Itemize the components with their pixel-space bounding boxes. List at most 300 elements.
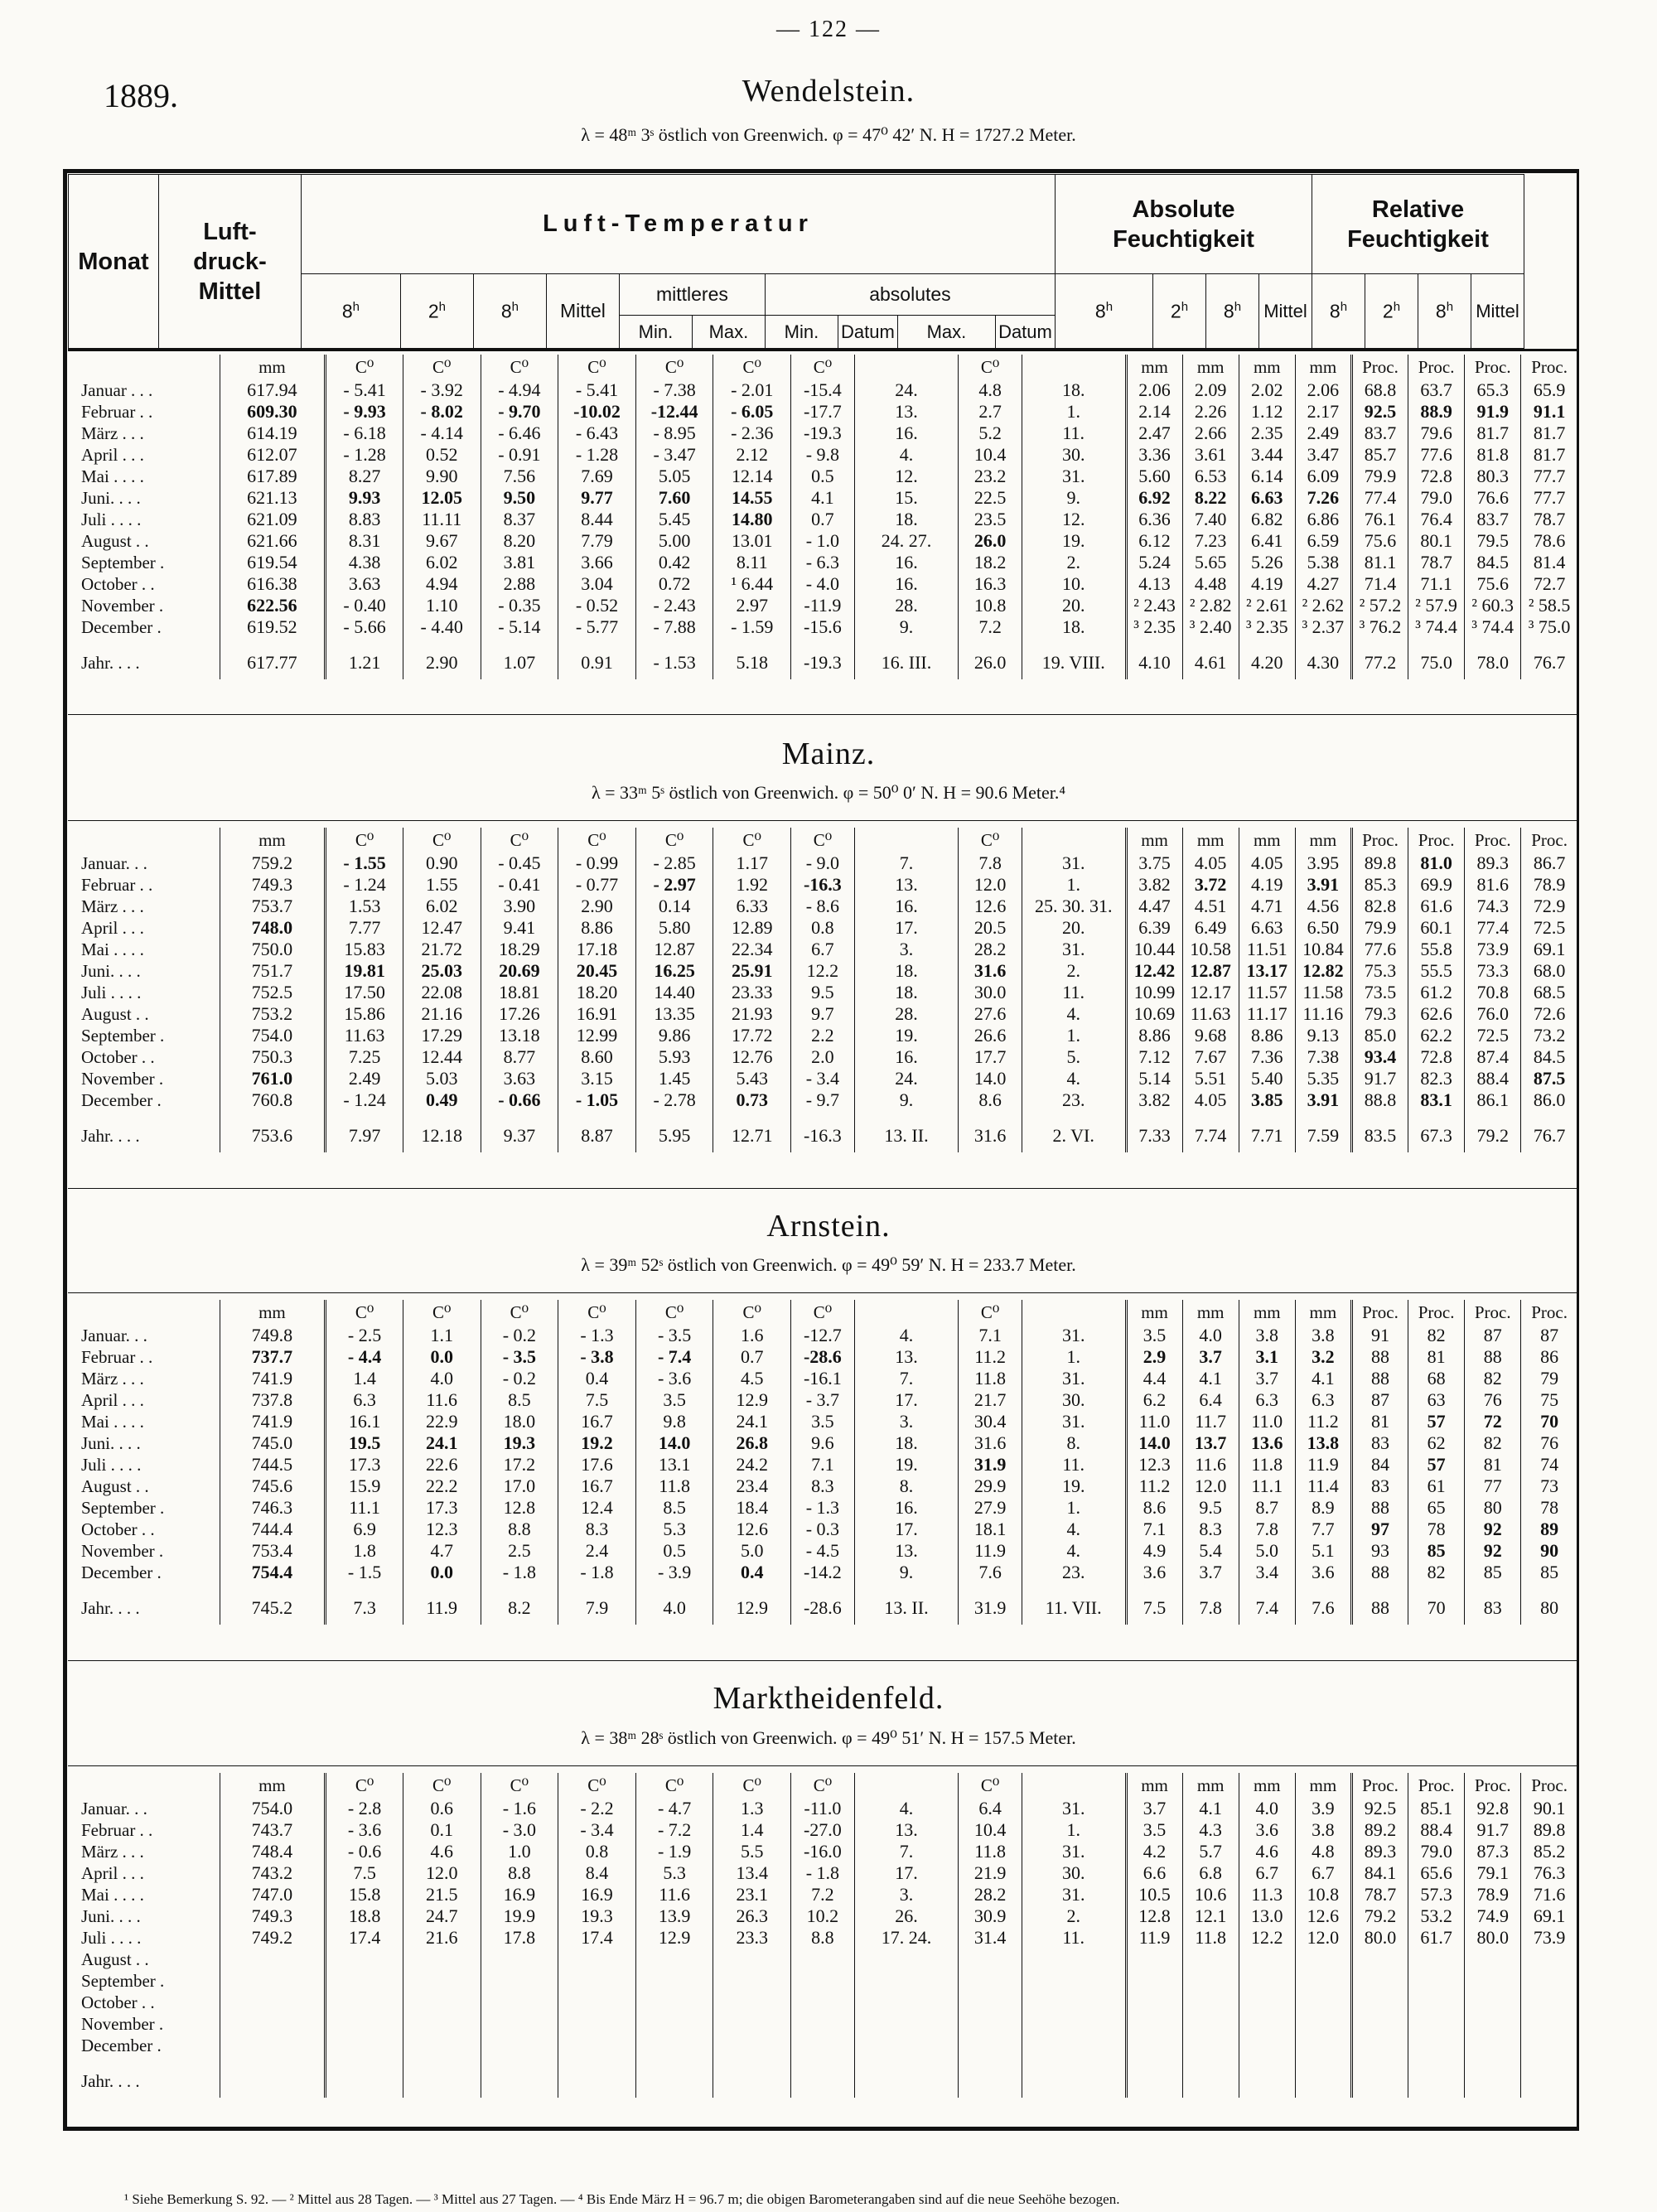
cell: -11.0	[791, 1798, 855, 1819]
cell	[326, 1992, 403, 2013]
cell	[1239, 1970, 1295, 1992]
cell: ³ 76.2	[1351, 616, 1408, 638]
table-row	[68, 2035, 1577, 2056]
table-row	[68, 423, 1577, 444]
station-title-marktheidenfeld: Marktheidenfeld.	[713, 1681, 944, 1716]
cell: 3.36	[1126, 444, 1182, 466]
cell: 13.01	[713, 530, 791, 552]
cell: 12.76	[713, 1046, 791, 1068]
cell	[1022, 1949, 1126, 1970]
cell: - 5.41	[558, 379, 636, 401]
cell	[1295, 2035, 1351, 2056]
cell: 18.0	[481, 1411, 558, 1432]
cell	[1126, 1970, 1182, 1992]
section-rule-6	[68, 1765, 1577, 1766]
cell: 83	[1465, 1583, 1521, 1625]
cell: 88	[1351, 1368, 1408, 1389]
cell: 17.	[854, 1519, 959, 1540]
cell: - 1.53	[635, 638, 713, 679]
cell: 2.35	[1239, 423, 1295, 444]
cell: 7.8	[959, 852, 1022, 874]
cell: - 1.05	[558, 1089, 636, 1111]
cell	[220, 2056, 326, 2098]
cell: 13.7	[1182, 1432, 1239, 1454]
cell: 16.7	[558, 1411, 636, 1432]
cell: 10.99	[1126, 982, 1182, 1003]
unit-label: mm	[1126, 1300, 1182, 1325]
cell: 62.2	[1408, 1025, 1465, 1046]
cell: 81.6	[1465, 874, 1521, 896]
cell: 6.4	[959, 1798, 1022, 1819]
cell: -15.4	[791, 379, 855, 401]
cell: 68.0	[1521, 960, 1577, 982]
cell: 16.9	[481, 1884, 558, 1905]
cell	[713, 1949, 791, 1970]
cell: 2.	[1022, 552, 1126, 573]
cell: 69.9	[1408, 874, 1465, 896]
row-label: December .	[81, 1562, 162, 1582]
cell: 5.80	[635, 917, 713, 939]
cell: 12.3	[1126, 1454, 1182, 1475]
cell: 4.51	[1182, 896, 1239, 917]
cell: 61	[1408, 1475, 1465, 1497]
cell: 63.7	[1408, 379, 1465, 401]
cell: 741.9	[220, 1368, 326, 1389]
cell: 78.7	[1351, 1884, 1408, 1905]
cell: -16.3	[791, 1111, 855, 1152]
cell	[1126, 2035, 1182, 2056]
cell: 68.8	[1351, 379, 1408, 401]
cell: 72.5	[1521, 917, 1577, 939]
cell: 88.8	[1351, 1089, 1408, 1111]
cell: 2.66	[1182, 423, 1239, 444]
cell	[1351, 2035, 1408, 2056]
cell: 4.8	[959, 379, 1022, 401]
cell: 6.36	[1126, 509, 1182, 530]
cell: 4.	[854, 444, 959, 466]
cell: 1.4	[326, 1368, 403, 1389]
cell: 11.9	[1295, 1454, 1351, 1475]
cell: 621.66	[220, 530, 326, 552]
cell: 13.17	[1239, 960, 1295, 982]
cell: 6.09	[1295, 466, 1351, 487]
cell: 3.5	[635, 1389, 713, 1411]
cell: 85	[1465, 1562, 1521, 1583]
cell: 1.53	[326, 896, 403, 917]
cell: 0.1	[403, 1819, 481, 1841]
cell: 11.9	[959, 1540, 1022, 1562]
row-label: August . .	[81, 1476, 149, 1496]
cell: 85.1	[1408, 1798, 1465, 1819]
cell: ² 57.2	[1351, 595, 1408, 616]
row-label: Mai . . . .	[81, 939, 144, 959]
cell: 2.0	[791, 1046, 855, 1068]
cell: - 4.40	[403, 616, 481, 638]
cell: 19.	[1022, 530, 1126, 552]
cell: - 2.43	[635, 595, 713, 616]
cell: 616.38	[220, 573, 326, 595]
cell: 14.0	[635, 1432, 713, 1454]
cell: 81.7	[1465, 423, 1521, 444]
cell: 31.	[1022, 1798, 1126, 1819]
cell	[1295, 2013, 1351, 2035]
table-row	[68, 1454, 1577, 1475]
unit-label: Proc.	[1465, 1300, 1521, 1325]
cell: - 2.2	[558, 1798, 636, 1819]
cell: 12.87	[635, 939, 713, 960]
cell: 69.1	[1521, 939, 1577, 960]
cell: 92.8	[1465, 1798, 1521, 1819]
cell: 16.3	[959, 573, 1022, 595]
cell	[1126, 1949, 1182, 1970]
row-label: November .	[81, 1069, 164, 1089]
cell: - 3.4	[558, 1819, 636, 1841]
table-row	[68, 1325, 1577, 1346]
cell: 78	[1521, 1497, 1577, 1519]
header-relative-feuchtigkeit: Relative Feuchtigkeit	[1312, 175, 1524, 274]
unit-label: Proc.	[1521, 355, 1577, 379]
cell: 4.05	[1239, 852, 1295, 874]
cell: - 4.5	[791, 1540, 855, 1562]
cell: 80	[1465, 1497, 1521, 1519]
cell: ² 2.61	[1239, 595, 1295, 616]
cell: ³ 2.37	[1295, 616, 1351, 638]
cell: 93.4	[1351, 1046, 1408, 1068]
row-label: December .	[81, 2036, 162, 2055]
unit-label	[854, 355, 959, 379]
cell: 9.13	[1295, 1025, 1351, 1046]
cell: 7.2	[959, 616, 1022, 638]
cell: 88	[1351, 1562, 1408, 1583]
cell: 74	[1521, 1454, 1577, 1475]
cell: 93	[1351, 1540, 1408, 1562]
cell: 81	[1351, 1411, 1408, 1432]
cell: 87	[1351, 1389, 1408, 1411]
cell: - 4.7	[635, 1798, 713, 1819]
cell: 21.6	[403, 1927, 481, 1949]
row-label: März . . .	[81, 1842, 144, 1862]
cell: 24.2	[713, 1454, 791, 1475]
cell: 3.2	[1295, 1346, 1351, 1368]
cell: 20.69	[481, 960, 558, 982]
cell: 1.07	[481, 638, 558, 679]
cell: 71.6	[1521, 1884, 1577, 1905]
cell: - 3.0	[481, 1819, 558, 1841]
cell: 6.8	[1182, 1862, 1239, 1884]
cell: 86.0	[1521, 1089, 1577, 1111]
cell: 23.4	[713, 1475, 791, 1497]
cell: 7.5	[558, 1389, 636, 1411]
cell: 80.0	[1351, 1927, 1408, 1949]
cell: 72.8	[1408, 466, 1465, 487]
cell: 79.0	[1408, 487, 1465, 509]
cell	[854, 2013, 959, 2035]
cell: 3.82	[1126, 874, 1182, 896]
cell: 20.	[1022, 917, 1126, 939]
cell: 24.1	[713, 1411, 791, 1432]
cell: 6.50	[1295, 917, 1351, 939]
unit-label: Proc.	[1408, 828, 1465, 852]
unit-label: Proc.	[1351, 355, 1408, 379]
cell: 79.2	[1351, 1905, 1408, 1927]
cell: 4.7	[403, 1540, 481, 1562]
cell: 68	[1408, 1368, 1465, 1389]
cell: 3.6	[1295, 1562, 1351, 1583]
cell: - 5.77	[558, 616, 636, 638]
unit-label: C⁰	[403, 1300, 481, 1325]
table-row	[68, 852, 1577, 874]
cell: 743.2	[220, 1862, 326, 1884]
cell	[1521, 2056, 1577, 2098]
cell: 10.44	[1126, 939, 1182, 960]
cell: 18.1	[959, 1519, 1022, 1540]
cell: 2.49	[1295, 423, 1351, 444]
cell: 17.3	[403, 1497, 481, 1519]
cell: 4.10	[1126, 638, 1182, 679]
cell: 87.5	[1521, 1068, 1577, 1089]
cell	[326, 2035, 403, 2056]
cell: 3.61	[1182, 444, 1239, 466]
cell: 84.5	[1465, 552, 1521, 573]
table-row	[68, 573, 1577, 595]
cell: 8.37	[481, 509, 558, 530]
cell: 24.7	[403, 1905, 481, 1927]
cell: 31.4	[959, 1927, 1022, 1949]
cell: 18.	[854, 960, 959, 982]
row-label: November .	[81, 1541, 164, 1561]
cell: 17.3	[326, 1454, 403, 1475]
cell: 1.	[1022, 1819, 1126, 1841]
cell: 28.	[854, 595, 959, 616]
unit-label: mm	[220, 1300, 326, 1325]
cell: 83.1	[1408, 1089, 1465, 1111]
cell: - 0.66	[481, 1089, 558, 1111]
cell: 4.	[1022, 1068, 1126, 1089]
cell: 23.33	[713, 982, 791, 1003]
cell: - 3.8	[558, 1346, 636, 1368]
cell: 92	[1465, 1519, 1521, 1540]
cell: 20.	[1022, 595, 1126, 616]
cell: 749.2	[220, 1927, 326, 1949]
cell: 57	[1408, 1411, 1465, 1432]
cell: 6.41	[1239, 530, 1295, 552]
cell	[1022, 2056, 1126, 2098]
cell: 6.3	[1239, 1389, 1295, 1411]
cell: 10.6	[1182, 1884, 1239, 1905]
unit-label: C⁰	[713, 1300, 791, 1325]
cell: 7.7	[1295, 1519, 1351, 1540]
cell: 28.2	[959, 1884, 1022, 1905]
cell: 28.2	[959, 939, 1022, 960]
cell: 11.17	[1239, 1003, 1295, 1025]
cell: 62.6	[1408, 1003, 1465, 1025]
cell: 88	[1351, 1497, 1408, 1519]
cell: 3.47	[1295, 444, 1351, 466]
cell: 4.1	[791, 487, 855, 509]
cell: 7.1	[791, 1454, 855, 1475]
cell: - 2.97	[635, 874, 713, 896]
unit-label: Proc.	[1408, 1300, 1465, 1325]
cell	[220, 1949, 326, 1970]
cell: 80.0	[1465, 1927, 1521, 1949]
cell: 18.81	[481, 982, 558, 1003]
cell: 7.60	[635, 487, 713, 509]
cell: 17.18	[558, 939, 636, 960]
cell: 17.7	[959, 1046, 1022, 1068]
cell: 26.8	[713, 1432, 791, 1454]
unit-label: C⁰	[959, 1300, 1022, 1325]
cell: - 6.43	[558, 423, 636, 444]
cell: 8.77	[481, 1046, 558, 1068]
cell	[558, 1949, 636, 1970]
cell: 81	[1465, 1454, 1521, 1475]
unit-label: C⁰	[481, 1773, 558, 1798]
cell: 0.0	[403, 1562, 481, 1583]
cell: 612.07	[220, 444, 326, 466]
cell: 9.68	[1182, 1025, 1239, 1046]
cell: 6.86	[1295, 509, 1351, 530]
row-label: April . . .	[81, 918, 144, 938]
cell: 90	[1521, 1540, 1577, 1562]
cell: 6.59	[1295, 530, 1351, 552]
cell: 4.	[1022, 1003, 1126, 1025]
unit-label: C⁰	[558, 355, 636, 379]
cell: - 6.3	[791, 552, 855, 573]
cell: 67.3	[1408, 1111, 1465, 1152]
table-row	[68, 1992, 1577, 2013]
cell: 81.1	[1351, 552, 1408, 573]
cell: 79.3	[1351, 1003, 1408, 1025]
cell: 744.4	[220, 1519, 326, 1540]
cell: 61.2	[1408, 982, 1465, 1003]
cell: 741.9	[220, 1411, 326, 1432]
cell: 7.	[854, 1841, 959, 1862]
cell	[1465, 1949, 1521, 1970]
units-spacer	[68, 1300, 220, 1325]
unit-label: mm	[1182, 1773, 1239, 1798]
cell: ² 2.62	[1295, 595, 1351, 616]
cell: 81.0	[1408, 852, 1465, 874]
header-luft-temperatur: Luft-Temperatur	[301, 175, 1055, 274]
cell: - 4.14	[403, 423, 481, 444]
cell	[1408, 1970, 1465, 1992]
cell: 70	[1521, 1411, 1577, 1432]
cell: 9.67	[403, 530, 481, 552]
cell: 30.0	[959, 982, 1022, 1003]
cell: 77.7	[1521, 487, 1577, 509]
table-row	[68, 1905, 1577, 1927]
row-label: Juni. . . .	[81, 961, 141, 981]
cell	[1126, 2013, 1182, 2035]
cell: 3.95	[1295, 852, 1351, 874]
cell: 617.77	[220, 638, 326, 679]
header-monat: Monat	[69, 175, 159, 349]
table-row	[68, 960, 1577, 982]
cell: 4.27	[1295, 573, 1351, 595]
cell: - 1.0	[791, 530, 855, 552]
cell: 16.7	[558, 1475, 636, 1497]
cell: 81.7	[1521, 444, 1577, 466]
cell	[220, 2013, 326, 2035]
cell: 1.17	[713, 852, 791, 874]
cell	[1408, 1992, 1465, 2013]
cell	[1022, 1970, 1126, 1992]
header-temp-8h-evening: 8$^h$	[473, 274, 546, 349]
cell: 26.0	[959, 530, 1022, 552]
cell: -10.02	[558, 401, 636, 423]
cell: 4.	[854, 1325, 959, 1346]
cell: 8.11	[713, 552, 791, 573]
cell: 9.41	[481, 917, 558, 939]
cell: -16.0	[791, 1841, 855, 1862]
cell: 75.3	[1351, 960, 1408, 982]
cell: 89.8	[1521, 1819, 1577, 1841]
cell	[854, 2035, 959, 2056]
cell: 5.05	[635, 466, 713, 487]
station-title-wendelstein: Wendelstein.	[742, 74, 915, 109]
cell: 83	[1351, 1475, 1408, 1497]
cell: 97	[1351, 1519, 1408, 1540]
cell: - 1.3	[791, 1497, 855, 1519]
cell: 11.2	[959, 1346, 1022, 1368]
cell: - 2.78	[635, 1089, 713, 1111]
cell: 76.4	[1408, 509, 1465, 530]
cell: 744.5	[220, 1454, 326, 1475]
cell: 4.13	[1126, 573, 1182, 595]
cell	[326, 1949, 403, 1970]
cell: - 2.85	[635, 852, 713, 874]
cell: 1.92	[713, 874, 791, 896]
cell: 2.90	[558, 896, 636, 917]
row-label: November .	[81, 596, 164, 616]
cell: 5.0	[1239, 1540, 1295, 1562]
table-row	[68, 1475, 1577, 1497]
cell: 5.0	[713, 1540, 791, 1562]
cell: 57	[1408, 1454, 1465, 1475]
cell: 8.4	[558, 1862, 636, 1884]
cell: 72.6	[1521, 1003, 1577, 1025]
cell: 74.9	[1465, 1905, 1521, 1927]
unit-label: mm	[1239, 1773, 1295, 1798]
cell: 27.9	[959, 1497, 1022, 1519]
cell: 9.37	[481, 1111, 558, 1152]
cell: 30.	[1022, 1389, 1126, 1411]
unit-label: mm	[1239, 828, 1295, 852]
table-row	[68, 874, 1577, 896]
cell	[481, 2013, 558, 2035]
header-rule	[68, 349, 1577, 351]
cell: 8.8	[481, 1862, 558, 1884]
cell: 12.9	[713, 1389, 791, 1411]
cell	[1408, 1949, 1465, 1970]
cell: 75	[1521, 1389, 1577, 1411]
cell: 6.9	[326, 1519, 403, 1540]
cell: 77.6	[1351, 939, 1408, 960]
cell: 7.36	[1239, 1046, 1295, 1068]
cell	[1022, 2035, 1126, 2056]
cell: 9.6	[791, 1432, 855, 1454]
cell: 55.8	[1408, 939, 1465, 960]
cell: 13.	[854, 401, 959, 423]
row-label: September .	[81, 1498, 165, 1518]
cell	[220, 1970, 326, 1992]
cell: 737.7	[220, 1346, 326, 1368]
cell: 31.	[1022, 1325, 1126, 1346]
cell: 0.7	[791, 509, 855, 530]
cell: 2.	[1022, 1905, 1126, 1927]
cell: 11.51	[1239, 939, 1295, 960]
units-spacer	[68, 355, 220, 379]
